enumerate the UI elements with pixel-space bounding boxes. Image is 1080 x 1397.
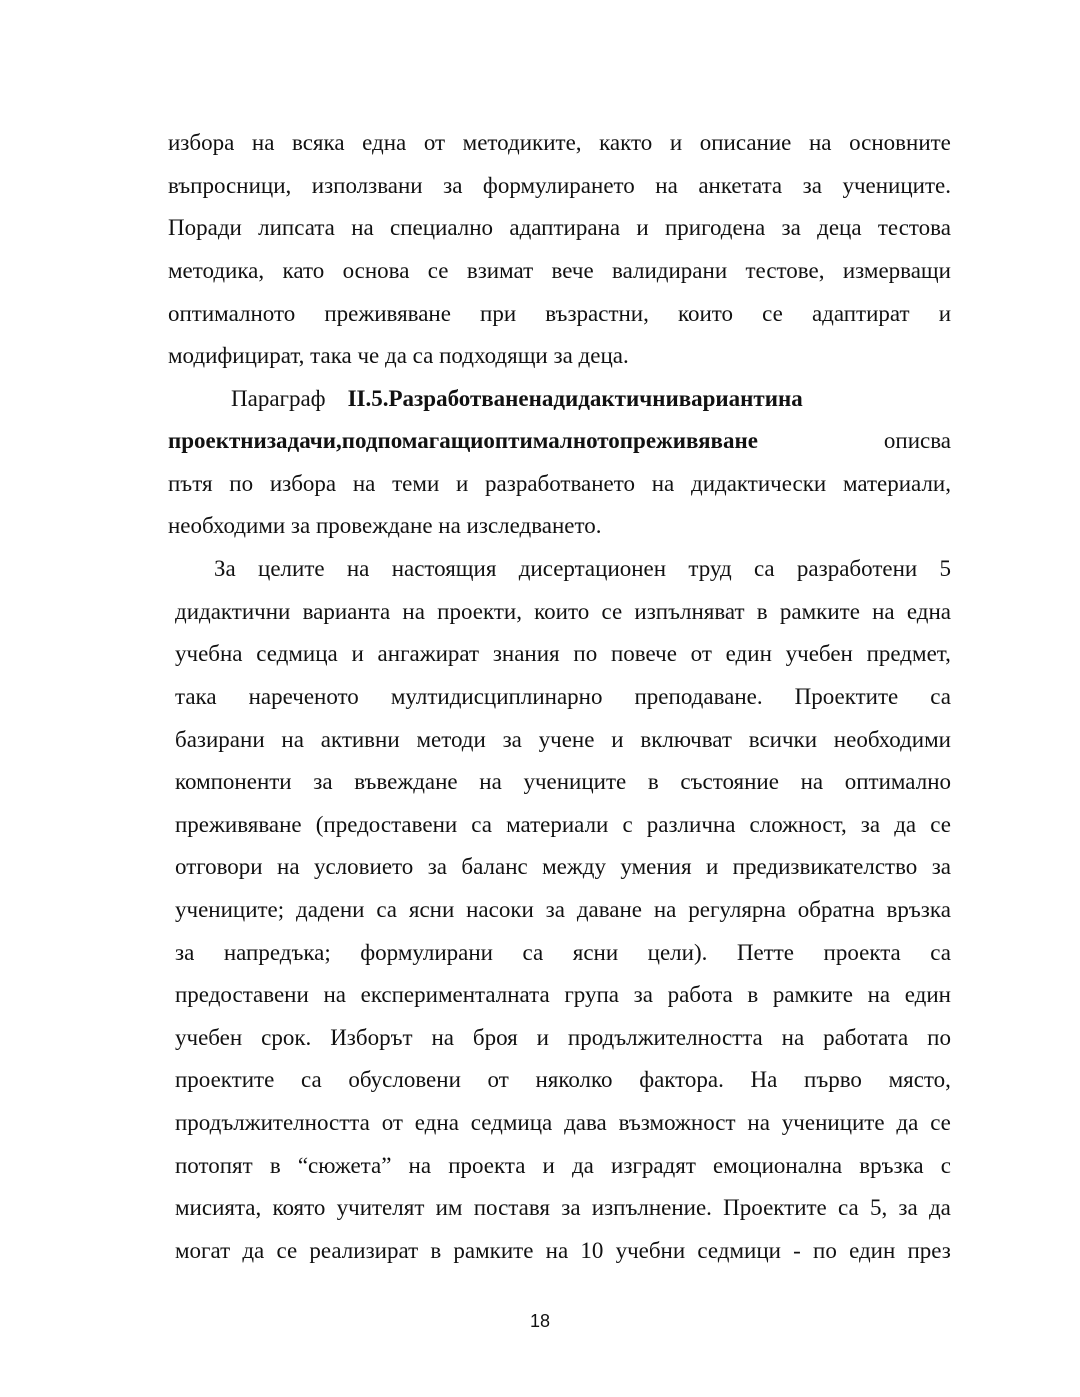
word: състояние [680,769,779,794]
word: на [800,769,824,794]
word: на [281,727,304,752]
word: Петте [736,940,795,965]
text-line [175,896,951,924]
word: използвани [311,173,423,198]
section-prefix: Параграф [231,386,326,411]
word: един [725,641,772,666]
word: базирани [175,727,265,752]
word: място, [888,1067,951,1092]
word: в [756,599,768,624]
word: на [651,471,675,496]
word: са [522,940,544,965]
word: оптималното [483,428,620,453]
word: и [536,1025,549,1050]
word: между [542,854,606,879]
word: учебни [615,1238,686,1263]
word: първо [804,1067,862,1092]
word: въпросници, [168,173,292,198]
word: рамките [453,1238,534,1263]
word: на [402,599,425,624]
word: напредъка; [223,940,331,965]
word: специално [390,215,494,240]
word: в [647,769,659,794]
word: един [904,982,951,1007]
text-line [168,214,951,242]
word: активни [320,727,400,752]
section-title-part-1 [348,385,951,413]
word: фактора. [639,1067,724,1092]
word: в [269,1153,281,1178]
word: Изборът [330,1025,413,1050]
text-line [175,1109,951,1137]
word: настоящия [391,556,497,581]
text-line [214,555,951,583]
word: изпълняват [634,599,745,624]
word: на [408,1153,432,1178]
word: учене [538,727,595,752]
word: като [282,258,325,283]
word: Разработване [388,386,529,411]
word: с [940,1153,951,1178]
word: да [571,1153,594,1178]
word: нареченото [248,684,359,709]
word: експерименталната [360,982,550,1007]
word: на [346,556,370,581]
word: да [896,1110,919,1135]
word: насоки [466,897,534,922]
word: възрастни, [545,301,649,326]
word: адаптирана [509,215,621,240]
word: група [564,982,620,1007]
word: мултидисциплинарно [390,684,603,709]
word: разработването [485,471,636,496]
word: “сюжета” [297,1153,392,1178]
word: умения [620,854,692,879]
word: 5, [869,1195,888,1220]
section-title-trailing-text: описва [883,428,951,453]
word: предоставени [175,982,309,1007]
word: с [622,812,633,837]
text-line [175,1152,951,1180]
word: работа [667,982,733,1007]
word: на [872,599,895,624]
word: всяка [292,130,345,155]
word: са [930,684,951,709]
word: продължителността [175,1110,370,1135]
word: задачи, [266,428,342,453]
word: дидактически [691,471,827,496]
text-line: модифицират, така че да са подходящи за деца. [168,343,629,368]
word: предмет, [866,641,951,666]
word: на [545,1238,569,1263]
word: по [927,1025,951,1050]
paragraph-2-line-2 [168,427,951,455]
word: седмици [697,1238,781,1263]
word: за [781,215,801,240]
text-line [168,470,951,498]
word: дадени [296,897,365,922]
word: могат [175,1238,231,1263]
word: труд [688,556,732,581]
word: компоненти [175,769,292,794]
text-line [175,811,951,839]
word: обусловени [348,1067,461,1092]
text-line [168,172,951,200]
word: основа [342,258,410,283]
word: методиките, [462,130,582,155]
word: по [813,1238,837,1263]
word: оптималното [168,301,296,326]
word: емоционална [713,1153,843,1178]
word: за [931,854,951,879]
word: II.5. [347,386,389,411]
word: различна [646,812,736,837]
word: условието [313,854,414,879]
word: които [534,599,590,624]
word: са [471,812,492,837]
word: дисертационен [518,556,667,581]
word: разработени [796,556,918,581]
word: в [430,1238,442,1263]
word: избора [168,130,235,155]
word: обратна [797,897,875,922]
text-line [175,598,951,626]
word: Поради [168,215,242,240]
word: потопят [175,1153,253,1178]
word: даване [576,897,643,922]
word: от [423,130,446,155]
word: рамките [772,982,853,1007]
word: и [455,471,469,496]
word: се [930,812,951,837]
word: на [323,982,346,1007]
word: (предоставени [315,812,458,837]
word: проекта [448,1153,526,1178]
word: описание [699,130,792,155]
word: учениците; [175,897,285,922]
word: от [690,641,712,666]
word: на [352,471,376,496]
word: въвеждане [354,769,458,794]
text-line [168,300,951,328]
word: необходими [833,727,951,752]
word: на [251,130,275,155]
word: преживяване [619,428,758,453]
word: се [427,258,449,283]
section-title-part-2 [168,427,860,455]
word: са [838,1195,859,1220]
word: мисията, [175,1195,262,1220]
word: на [431,1025,454,1050]
word: теми [392,471,440,496]
word: взимат [466,258,534,283]
word: на [351,215,374,240]
word: за [545,897,565,922]
text-line [175,640,951,668]
word: седмица [470,1110,553,1135]
word: деца [817,215,862,240]
word: методика, [168,258,265,283]
word: и [351,641,364,666]
word: са [300,1067,322,1092]
word: анкетата [698,173,783,198]
word: реализират [309,1238,419,1263]
word: ясни [408,897,455,922]
word: - [793,1238,801,1263]
word: да [242,1238,265,1263]
text-line [175,853,951,881]
word: за [443,173,463,198]
word: за [561,1195,581,1220]
word: сложност, [749,812,847,837]
text-line [168,129,951,157]
word: учениците [523,769,627,794]
word: на [479,769,502,794]
word: и [705,854,719,879]
word: На [750,1067,778,1092]
word: изпълнение. [591,1195,712,1220]
word: за [898,1195,918,1220]
word: повече [610,641,677,666]
text-line [175,981,951,1009]
word: формулирани [360,940,493,965]
word: баланс [461,854,528,879]
word: основните [849,130,951,155]
word: в [747,982,759,1007]
word: да [894,812,917,837]
word: възможност [618,1110,736,1135]
word: седмица [256,641,338,666]
word: всички [748,727,818,752]
paragraph-2-line-1 [231,385,951,413]
word: са [930,940,951,965]
word: на [781,1025,805,1050]
word: проектни [168,428,267,453]
word: на [867,982,891,1007]
word: на [655,173,678,198]
word: броя [472,1025,518,1050]
word: им [435,1195,463,1220]
word: включват [640,727,732,752]
word: по [573,641,598,666]
word: се [762,301,783,326]
word: и [636,215,649,240]
word: и [542,1153,555,1178]
word: учебен [785,641,853,666]
word: преподаване. [634,684,763,709]
word: и [669,130,683,155]
word: пригодена [664,215,766,240]
text-line: необходими за провеждане на изследването. [168,513,602,538]
text-line [175,768,951,796]
word: ясни [572,940,619,965]
word: които [677,301,734,326]
word: и [611,727,624,752]
word: една [906,599,951,624]
word: от [381,1110,403,1135]
text-line [175,1066,951,1094]
word: проекти, [437,599,522,624]
word: методи [416,727,486,752]
word: 10 [580,1238,604,1263]
word: преживяване [175,812,302,837]
word: предизвикателство [732,854,918,879]
word: се [601,599,623,624]
word: от [487,1067,509,1092]
word: материали, [842,471,951,496]
word: една [362,130,407,155]
word: за [313,769,333,794]
word: на [778,386,803,411]
word: Проектите [723,1195,827,1220]
word: За [214,556,236,581]
word: подпомагащи [341,428,484,453]
word: за [802,173,822,198]
word: учениците [781,1110,885,1135]
page-number: 18 [529,1311,551,1331]
word: на [747,1110,770,1135]
word: за [175,940,195,965]
word: знания [492,641,560,666]
word: учителят [336,1195,425,1220]
word: вече [551,258,594,283]
word: при [480,301,517,326]
word: дидактични [175,599,291,624]
word: отговори [175,854,263,879]
word: на [653,897,677,922]
word: преживяване [324,301,451,326]
word: на [808,130,832,155]
word: на [277,854,300,879]
word: и [938,301,951,326]
text-line [175,1024,951,1052]
word: се [276,1238,298,1263]
word: варианти [678,386,778,411]
word: липсата [258,215,335,240]
word: учениците. [842,173,951,198]
word: за [427,854,447,879]
word: срок. [261,1025,312,1050]
word: да [928,1195,951,1220]
word: адаптират [811,301,910,326]
word: Проектите [794,684,899,709]
word: тестове, [745,258,825,283]
word: изградят [611,1153,696,1178]
text-line [175,939,951,967]
word: избора [269,471,337,496]
word: учебна [175,641,243,666]
word: през [907,1238,951,1263]
text-line [175,683,951,711]
word: няколко [535,1067,613,1092]
word: регулярна [688,897,786,922]
word: учебен [175,1025,243,1050]
text-line [175,726,951,754]
word: са [753,556,775,581]
word: дава [564,1110,607,1135]
word: ангажират [377,641,480,666]
word: валидирани [612,258,728,283]
word: проекта [823,940,901,965]
word: формулирането [482,173,635,198]
word: цели). [647,940,708,965]
text-line [168,257,951,285]
word: продължителността [567,1025,763,1050]
word: връзка [886,897,951,922]
word: за [502,727,522,752]
word: оптимално [844,769,951,794]
word: са [376,897,398,922]
word: материали [506,812,609,837]
text-line [175,1194,951,1222]
word: връзка [859,1153,924,1178]
word: пътя [168,471,213,496]
word: проектите [175,1067,275,1092]
word: по [229,471,254,496]
word: целите [258,556,325,581]
word: една [414,1110,459,1135]
word: тестова [877,215,951,240]
word: рамките [779,599,860,624]
word: за [633,982,653,1007]
word: варианта [302,599,391,624]
word: която [272,1195,326,1220]
word: поставя [473,1195,550,1220]
word: един [849,1238,896,1263]
word: работата [823,1025,909,1050]
word: така [175,684,217,709]
word: на [528,386,554,411]
word: измерващи [842,258,951,283]
word: дидактични [553,386,679,411]
word: 5 [939,556,951,581]
word: както [599,130,653,155]
text-line [175,1237,951,1265]
word: за [860,812,881,837]
word: се [930,1110,951,1135]
